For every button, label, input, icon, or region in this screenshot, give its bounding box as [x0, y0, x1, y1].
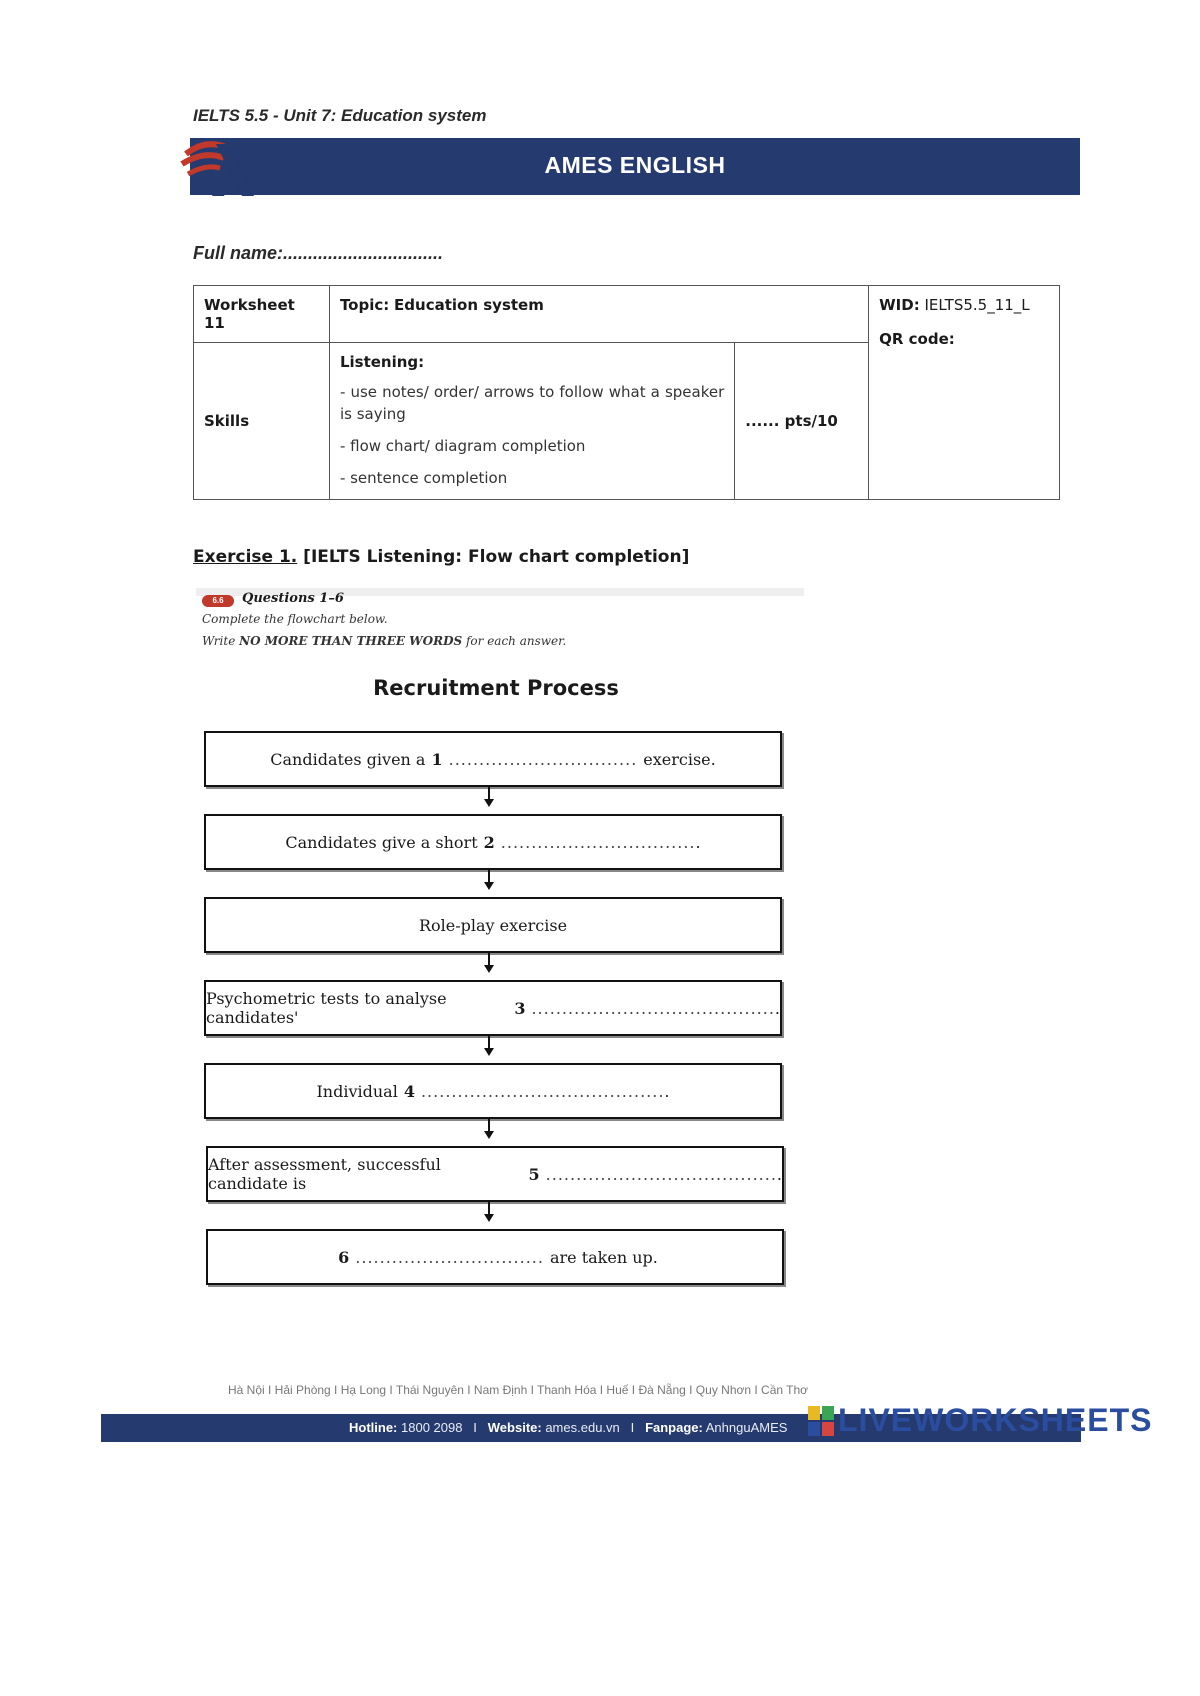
instruction-line-1: Complete the flowchart below. — [202, 612, 388, 626]
topic-label: Topic: — [339, 296, 390, 314]
step-text: . — [695, 832, 701, 852]
step-number: 5 — [528, 1164, 540, 1184]
points-field[interactable]: ...... pts/10 — [735, 343, 869, 500]
wid-cell — [869, 286, 1060, 500]
step-text: . — [774, 998, 780, 1018]
website-label: Website: — [487, 1420, 542, 1435]
flow-arrow — [488, 951, 490, 971]
instruction-line-2 — [202, 634, 566, 648]
flow-arrow — [488, 1034, 490, 1054]
questions-label: Questions 1–6 — [242, 591, 344, 606]
flowchart-title: Recruitment Process — [373, 676, 619, 700]
header-banner — [190, 138, 1080, 195]
flow-step-3 — [204, 897, 782, 953]
flow-step-7 — [206, 1229, 784, 1285]
answer-blank-1[interactable]: ............................... — [448, 749, 638, 769]
flow-arrow — [488, 868, 490, 888]
step-text: exercise. — [643, 749, 716, 769]
step-text: Role-play exercise — [418, 915, 568, 935]
step-text: After assessment, successful candidate is — [208, 1155, 441, 1193]
flow-arrow — [488, 1117, 490, 1137]
exercise-heading: [IELTS Listening: Flow chart completion] — [303, 547, 690, 567]
topic-cell — [329, 286, 868, 343]
flow-step-2 — [204, 814, 782, 870]
listening-label: Listening: — [339, 353, 425, 371]
liveworksheets-watermark — [812, 1402, 1152, 1439]
skill-item: - flow chart/ diagram completion — [339, 437, 586, 455]
skills-label: Skills — [194, 343, 330, 500]
flow-step-4 — [204, 980, 782, 1036]
step-text: . — [664, 1081, 670, 1101]
answer-blank-2[interactable]: ................................ — [500, 832, 696, 852]
step-text: Candidates give a short — [285, 832, 478, 852]
exercise-number: Exercise 1. — [193, 547, 298, 567]
wid-label: WID: — [879, 296, 920, 314]
step-text: Individual — [316, 1081, 398, 1101]
step-number: 6 — [338, 1247, 350, 1267]
full-name-field[interactable]: Full name:................................ — [193, 243, 444, 263]
skill-item: - use notes/ order/ arrows to follow what a speaker is saying — [339, 383, 725, 423]
step-text: Candidates given a — [270, 749, 426, 769]
instruction-text: for each answer. — [462, 634, 567, 648]
wid-value: IELTS5.5_11_L — [924, 296, 1030, 314]
answer-blank-5[interactable]: ...................................... — [545, 1164, 777, 1184]
flow-step-6 — [206, 1146, 784, 1202]
skill-item: - sentence completion — [339, 469, 508, 487]
ames-logo-icon — [176, 136, 268, 198]
answer-blank-3[interactable]: ........................................ — [531, 998, 775, 1018]
step-number: 2 — [483, 832, 495, 852]
hotline-value: 1800 2098 — [401, 1420, 463, 1435]
website-link[interactable]: ames.edu.vn — [545, 1420, 620, 1435]
step-text: Psychometric tests to analyse candidates' — [206, 989, 447, 1027]
liveworksheets-logo-icon — [808, 1406, 834, 1436]
step-number: 1 — [431, 749, 443, 769]
flow-step-5 — [204, 1063, 782, 1119]
skills-list — [329, 343, 734, 500]
instruction-bold: NO MORE THAN THREE WORDS — [239, 634, 463, 648]
step-text: are taken up. — [549, 1247, 658, 1267]
step-text: . — [776, 1164, 782, 1184]
qr-code-label: QR code: — [879, 330, 955, 348]
unit-title: IELTS 5.5 - Unit 7: Education system — [193, 106, 487, 125]
answer-blank-4[interactable]: ........................................ — [420, 1081, 665, 1101]
fanpage-label: Fanpage: — [645, 1420, 703, 1435]
fanpage-link[interactable]: AnhnguAMES — [705, 1420, 788, 1435]
hotline-label: Hotline: — [349, 1420, 398, 1435]
worksheet-info-table — [193, 285, 1060, 500]
exercise-title — [193, 547, 689, 567]
question-badge: 6.6 — [202, 595, 234, 607]
topic-value: Education system — [394, 296, 544, 314]
instruction-text: Write — [202, 634, 240, 648]
footer-contacts: Hotline: 1800 2098 I Website: ames.edu.vn I Fanpage: AnhnguAMES — [349, 1420, 788, 1435]
flow-arrow — [488, 1200, 490, 1220]
branch-cities: Hà Nội I Hải Phòng I Hạ Long I Thái Nguyên I Nam Định I Thanh Hóa I Huế I Đà Nẵng I Quy Nhơn I Cần Thơ — [228, 1383, 809, 1397]
answer-blank-6[interactable]: ............................... — [355, 1247, 544, 1267]
flow-arrow — [488, 785, 490, 805]
banner-title: AMES ENGLISH — [544, 152, 726, 178]
worksheet-number: Worksheet 11 — [194, 286, 330, 343]
step-number: 4 — [403, 1081, 415, 1101]
step-number: 3 — [514, 998, 526, 1018]
watermark-text: LIVEWORKSHEETS — [838, 1402, 1153, 1438]
flow-step-1 — [204, 731, 782, 787]
flowchart-figure — [196, 588, 804, 1293]
